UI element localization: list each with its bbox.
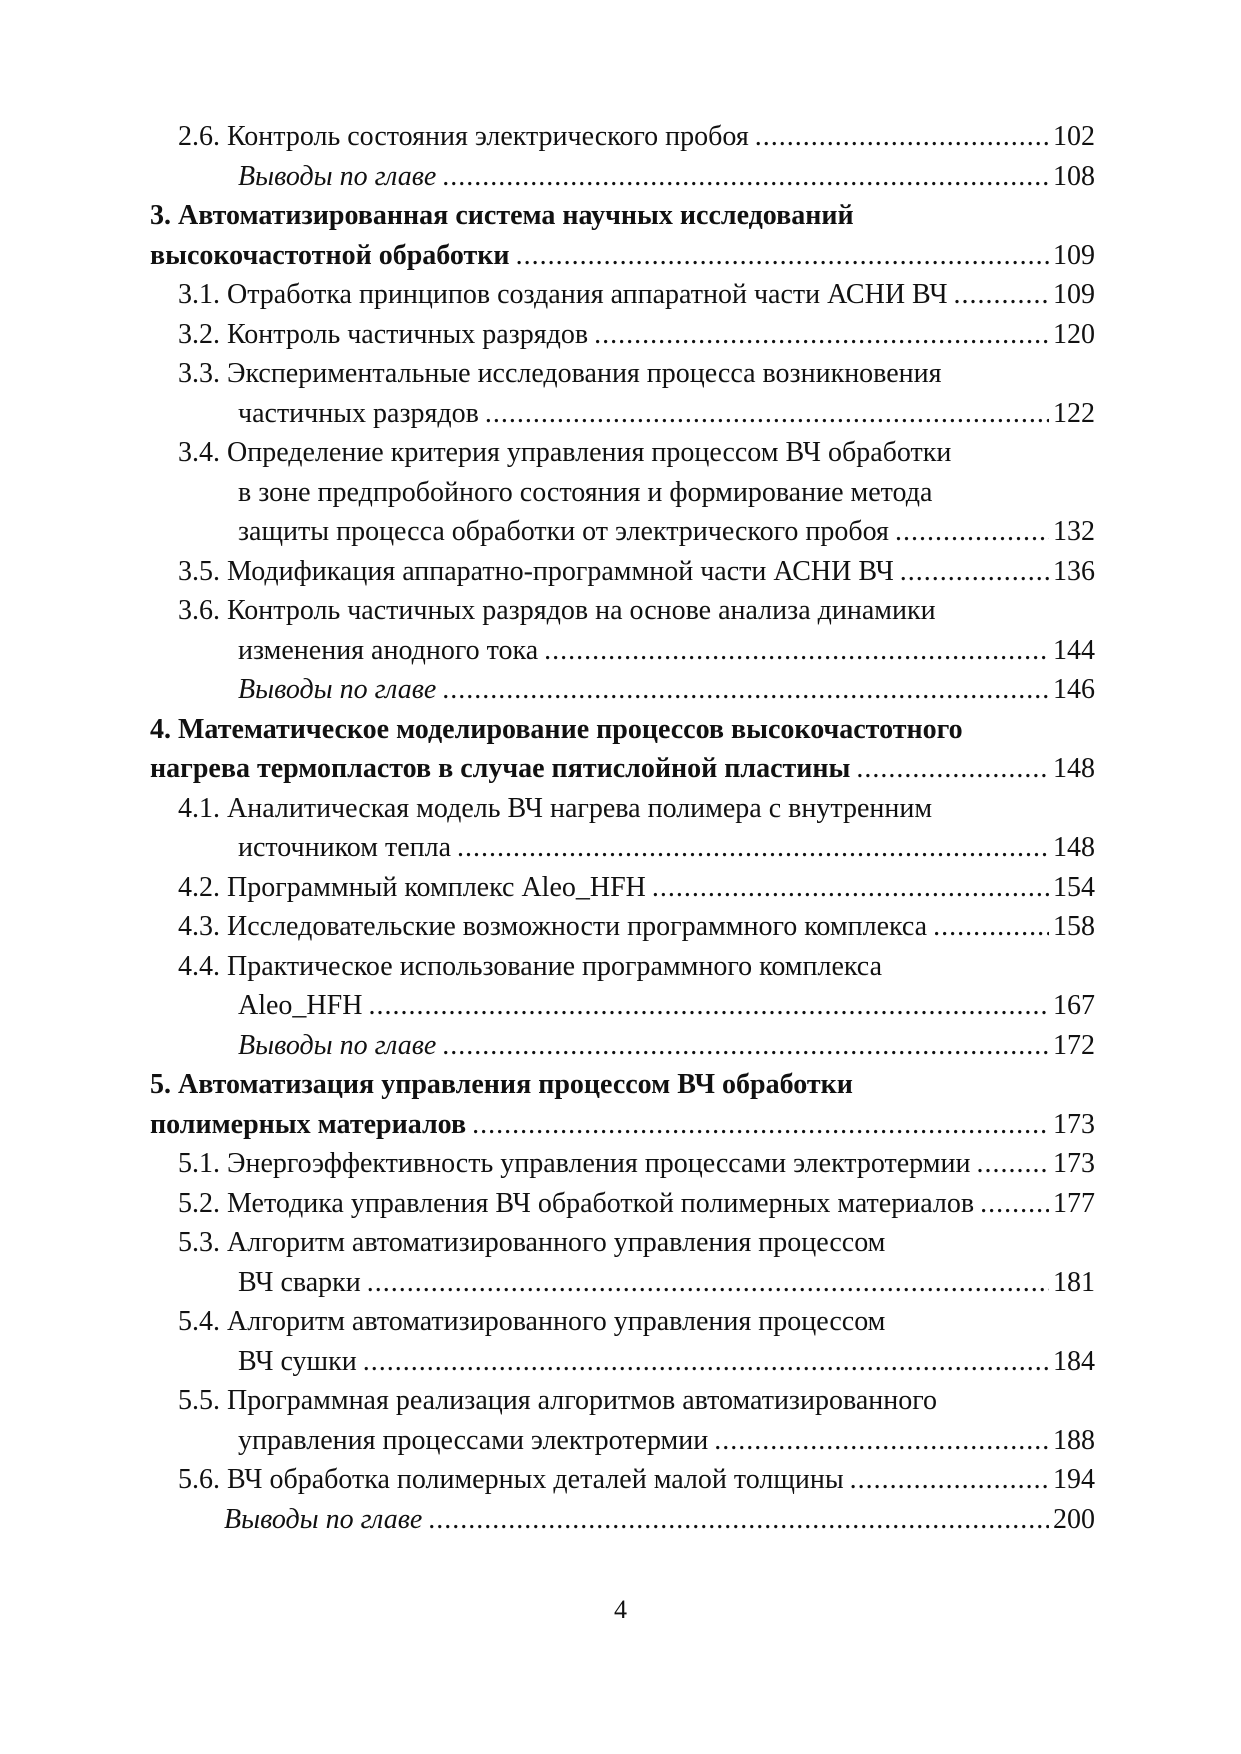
dot-leader xyxy=(516,236,1049,276)
toc-entry-title: Выводы по главе xyxy=(238,160,437,192)
toc-line xyxy=(150,710,1095,750)
toc-page-number: 122 xyxy=(1053,397,1095,429)
toc-entry-title: 4.1. Аналитическая модель ВЧ нагрева полимера с внутренним xyxy=(178,792,933,824)
toc-entry xyxy=(150,907,1095,947)
dot-leader xyxy=(363,1342,1049,1382)
dot-leader xyxy=(442,1026,1049,1066)
toc-page-number: 177 xyxy=(1053,1187,1095,1219)
toc-page-number: 154 xyxy=(1053,871,1095,903)
toc-entry-title: 5. Автоматизация управления процессом ВЧ обработки xyxy=(150,1069,853,1100)
toc-entry xyxy=(150,868,1095,908)
table-of-contents xyxy=(150,117,1095,1539)
dot-leader xyxy=(976,1144,1049,1184)
dot-leader xyxy=(856,749,1049,789)
toc-line xyxy=(150,275,1095,315)
toc-entry-title: частичных разрядов xyxy=(238,397,479,429)
toc-line xyxy=(150,117,1095,157)
toc-line xyxy=(150,236,1095,276)
toc-entry xyxy=(150,1144,1095,1184)
toc-line xyxy=(150,1302,1095,1342)
toc-entry-title: 4.3. Исследовательские возможности программного комплекса xyxy=(178,911,928,942)
dot-leader xyxy=(900,552,1049,592)
toc-entry xyxy=(150,1302,1095,1381)
toc-page-number: 173 xyxy=(1053,1108,1095,1140)
toc-line xyxy=(150,512,1095,552)
toc-line xyxy=(150,1381,1095,1421)
toc-entry-title: 5.6. ВЧ обработка полимерных деталей малой толщины xyxy=(178,1464,844,1495)
toc-line xyxy=(150,631,1095,671)
toc-entry xyxy=(150,1223,1095,1302)
toc-entry-title: нагрева термопластов в случае пятислойной пластины xyxy=(150,753,851,784)
page-number: 4 xyxy=(614,1595,627,1624)
toc-entry-title: ВЧ сушки xyxy=(238,1345,357,1377)
dot-leader xyxy=(980,1184,1049,1224)
toc-page-number: 158 xyxy=(1053,911,1095,942)
toc-entry xyxy=(150,157,1095,197)
toc-entry xyxy=(150,275,1095,315)
dot-leader xyxy=(485,394,1049,434)
toc-line xyxy=(150,1184,1095,1224)
toc-line xyxy=(150,473,1095,513)
toc-line xyxy=(150,433,1095,473)
toc-line xyxy=(150,947,1095,987)
toc-entry-title: 5.4. Алгоритм автоматизированного управления процессом xyxy=(178,1306,886,1337)
toc-page-number: 108 xyxy=(1053,160,1095,192)
toc-entry-title: 5.3. Алгоритм автоматизированного управления процессом xyxy=(178,1227,886,1258)
dot-leader xyxy=(594,315,1049,355)
dot-leader xyxy=(755,117,1049,157)
toc-entry-title: полимерных материалов xyxy=(150,1108,467,1140)
toc-page-number: 167 xyxy=(1053,990,1095,1021)
toc-entry-title: 3.6. Контроль частичных разрядов на основе анализа динамики xyxy=(178,595,936,626)
toc-line xyxy=(150,1144,1095,1184)
toc-entry-title: 3.4. Определение критерия управления процессом ВЧ обработки xyxy=(178,437,952,468)
toc-entry xyxy=(150,1026,1095,1066)
dot-leader xyxy=(472,1105,1049,1145)
toc-line xyxy=(150,868,1095,908)
toc-entry xyxy=(150,433,1095,552)
toc-entry xyxy=(150,354,1095,433)
toc-page-number: 173 xyxy=(1053,1148,1095,1179)
toc-line xyxy=(150,1342,1095,1382)
dot-leader xyxy=(954,275,1049,315)
toc-entry-title: Выводы по главе xyxy=(238,1029,437,1061)
toc-entry-title: 3.5. Модификация аппаратно-программной части АСНИ ВЧ xyxy=(178,555,894,587)
toc-page-number: 148 xyxy=(1053,832,1095,863)
toc-entry xyxy=(150,1460,1095,1500)
toc-line xyxy=(150,394,1095,434)
dot-leader xyxy=(442,157,1049,197)
toc-line xyxy=(150,1263,1095,1303)
toc-entry xyxy=(150,591,1095,670)
toc-entry-title: Выводы по главе xyxy=(238,674,437,705)
toc-page-number: 148 xyxy=(1053,753,1095,784)
toc-entry-title: в зоне предпробойного состояния и формирование метода xyxy=(238,476,933,508)
toc-entry xyxy=(150,670,1095,710)
toc-entry-title: Выводы по главе xyxy=(224,1503,423,1535)
toc-line xyxy=(150,1421,1095,1461)
toc-entry-title: 2.6. Контроль состояния электрического пробоя xyxy=(178,121,749,152)
dot-leader xyxy=(442,670,1049,710)
toc-entry-title: ВЧ сварки xyxy=(238,1266,361,1298)
toc-line xyxy=(150,591,1095,631)
toc-page-number: 172 xyxy=(1053,1029,1095,1061)
toc-line xyxy=(150,354,1095,394)
dot-leader xyxy=(850,1460,1049,1500)
dot-leader xyxy=(544,631,1049,671)
toc-page-number: 132 xyxy=(1053,516,1095,547)
dot-leader xyxy=(367,1263,1049,1303)
toc-entry xyxy=(150,789,1095,868)
toc-page-number: 184 xyxy=(1053,1345,1095,1377)
dot-leader xyxy=(457,828,1049,868)
toc-page-number: 136 xyxy=(1053,555,1095,587)
toc-line xyxy=(150,1105,1095,1145)
toc-line xyxy=(150,315,1095,355)
toc-entry-title: 3.2. Контроль частичных разрядов xyxy=(178,318,589,350)
toc-page-number: 109 xyxy=(1053,279,1095,310)
toc-page-number: 144 xyxy=(1053,634,1095,666)
toc-line xyxy=(150,828,1095,868)
toc-line xyxy=(150,986,1095,1026)
toc-entry-title: 3.3. Экспериментальные исследования процесса возникновения xyxy=(178,358,942,389)
toc-entry-title: высокочастотной обработки xyxy=(150,239,510,271)
toc-line xyxy=(150,789,1095,829)
toc-entry xyxy=(150,315,1095,355)
toc-page-number: 200 xyxy=(1053,1503,1095,1535)
toc-line xyxy=(150,1460,1095,1500)
toc-entry xyxy=(150,1500,1095,1540)
dot-leader xyxy=(933,907,1049,947)
toc-line xyxy=(150,1500,1095,1540)
toc-page-number: 194 xyxy=(1053,1464,1095,1495)
toc-line xyxy=(150,1065,1095,1105)
toc-entry-title: 4.2. Программный комплекс Aleo_HFH xyxy=(178,871,646,903)
toc-entry xyxy=(150,196,1095,275)
toc-entry xyxy=(150,710,1095,789)
toc-page-number: 109 xyxy=(1053,239,1095,271)
toc-line xyxy=(150,670,1095,710)
toc-line xyxy=(150,907,1095,947)
toc-line xyxy=(150,1223,1095,1263)
toc-page-number: 102 xyxy=(1053,121,1095,152)
toc-page-number: 146 xyxy=(1053,674,1095,705)
toc-line xyxy=(150,1026,1095,1066)
dot-leader xyxy=(714,1421,1049,1461)
toc-line xyxy=(150,157,1095,197)
toc-entry xyxy=(150,552,1095,592)
toc-entry xyxy=(150,117,1095,157)
toc-entry-title: Aleo_HFH xyxy=(238,990,363,1021)
toc-entry-title: 3. Автоматизированная система научных исследований xyxy=(150,200,854,231)
toc-entry-title: 4.4. Практическое использование программного комплекса xyxy=(178,950,882,982)
toc-entry xyxy=(150,1184,1095,1224)
toc-entry-title: управления процессами электротермии xyxy=(238,1424,709,1456)
toc-entry xyxy=(150,1381,1095,1460)
toc-page-number: 181 xyxy=(1053,1266,1095,1298)
toc-entry xyxy=(150,947,1095,1026)
toc-line xyxy=(150,749,1095,789)
toc-entry-title: 3.1. Отработка принципов создания аппаратной части АСНИ ВЧ xyxy=(178,279,948,310)
toc-entry-title: 5.2. Методика управления ВЧ обработкой полимерных материалов xyxy=(178,1187,975,1219)
toc-entry-title: изменения анодного тока xyxy=(238,634,539,666)
dot-leader xyxy=(652,868,1049,908)
toc-page-number: 120 xyxy=(1053,318,1095,350)
toc-line xyxy=(150,552,1095,592)
toc-entry-title: источником тепла xyxy=(238,832,452,863)
toc-entry-title: 4. Математическое моделирование процессов высокочастотного xyxy=(150,713,963,745)
toc-entry-title: 5.5. Программная реализация алгоритмов автоматизированного xyxy=(178,1385,938,1416)
toc-line xyxy=(150,196,1095,236)
toc-entry xyxy=(150,1065,1095,1144)
dot-leader xyxy=(368,986,1049,1026)
toc-entry-title: защиты процесса обработки от электрического пробоя xyxy=(238,516,889,547)
dot-leader xyxy=(428,1500,1049,1540)
toc-page-number: 188 xyxy=(1053,1424,1095,1456)
toc-entry-title: 5.1. Энергоэффективность управления процессами электротермии xyxy=(178,1148,971,1179)
dot-leader xyxy=(895,512,1049,552)
